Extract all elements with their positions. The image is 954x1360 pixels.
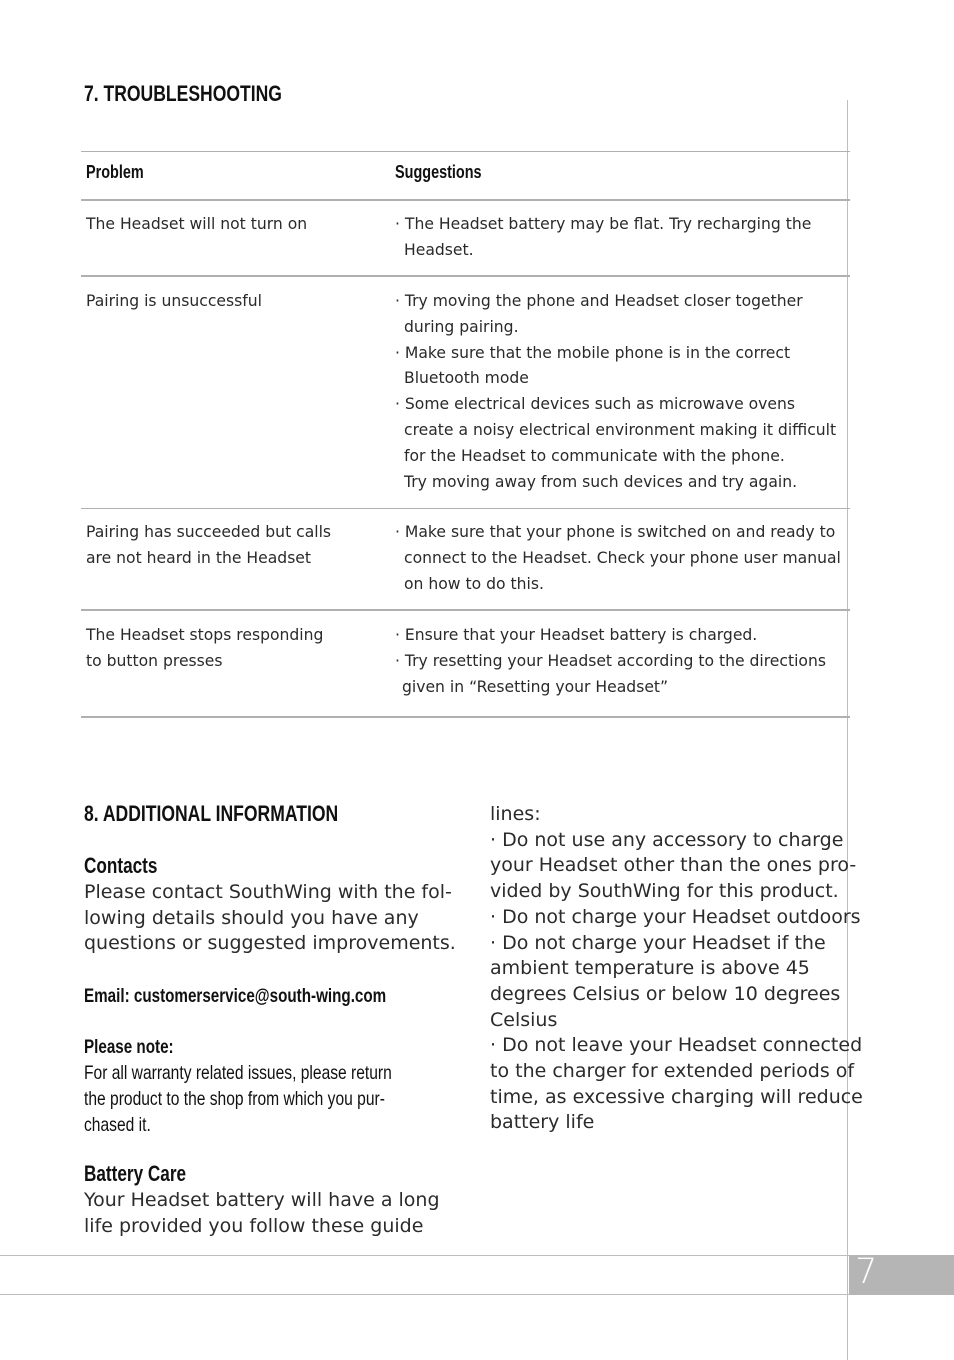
- contacts-text: Please contact SouthWing with the fol- lowing details should you have any questions or suggested improvements.: [84, 881, 456, 955]
- battery-care-heading: Battery Care: [84, 1161, 187, 1186]
- email-line: Email: customerservice@south-wing.com: [84, 985, 387, 1007]
- table-rule-bottom: [81, 716, 850, 718]
- table-row-suggestions: · The Headset battery may be flat. Try recharging the Headset.: [395, 215, 812, 259]
- table-row-problem: Pairing is unsuccessful: [86, 292, 262, 310]
- table-rule-top: [81, 151, 850, 152]
- additional-information-heading: 8. ADDITIONAL INFORMATION: [84, 801, 339, 826]
- contacts-heading: Contacts: [84, 853, 158, 878]
- table-row-problem: The Headset will not turn on: [86, 215, 308, 233]
- right-margin-rule: [847, 100, 848, 1360]
- please-note-label: Please note:: [84, 1036, 174, 1058]
- page-number-tab: [849, 1252, 954, 1295]
- column-header-suggestions: Suggestions: [395, 161, 482, 182]
- table-header-rule: [81, 199, 850, 201]
- battery-care-guidelines: lines: · Do not use any accessory to charge your Headset other than the ones pro- vided by SouthWing for this product. · Do not charge your Headset outdoors · Do not charge your Headset if the ambient temperature is above 45 degrees Celsius or below 10 degrees Celsius · Do not leave your Headset connected to the charger for extended periods of time, as excessive charging will reduce battery life: [490, 803, 863, 1134]
- column-header-problem: Problem: [86, 161, 144, 182]
- table-row-rule: [81, 508, 850, 509]
- please-note-text: For all warranty related issues, please return the product to the shop from which you pur- chased it.: [84, 1062, 392, 1136]
- footer-rule-top: [0, 1255, 849, 1256]
- table-row-suggestions: · Ensure that your Headset battery is charged. · Try resetting your Headset according to the directions given in “Resetting your Headset”: [395, 626, 826, 696]
- table-row-rule: [81, 609, 850, 611]
- troubleshooting-heading: 7. TROUBLESHOOTING: [84, 81, 282, 106]
- table-row-problem: The Headset stops responding to button presses: [86, 626, 324, 670]
- page-number: 7: [855, 1252, 878, 1292]
- table-row-problem: Pairing has succeeded but calls are not heard in the Headset: [86, 523, 332, 567]
- table-row-suggestions: · Make sure that your phone is switched on and ready to connect to the Headset. Check your phone user manual on how to do this.: [395, 523, 841, 593]
- battery-care-text: Your Headset battery will have a long life provided you follow these guide: [84, 1189, 440, 1237]
- table-row-rule: [81, 275, 850, 277]
- table-row-suggestions: · Try moving the phone and Headset closer together during pairing. · Make sure that the mobile phone is in the correct Bluetooth mode · Some electrical devices such as microwave ovens create a noisy electrical environment making it difficult for the Headset to communicate with the phone. Try moving away from such devices and try again.: [395, 292, 837, 491]
- footer-rule-bottom: [0, 1294, 849, 1295]
